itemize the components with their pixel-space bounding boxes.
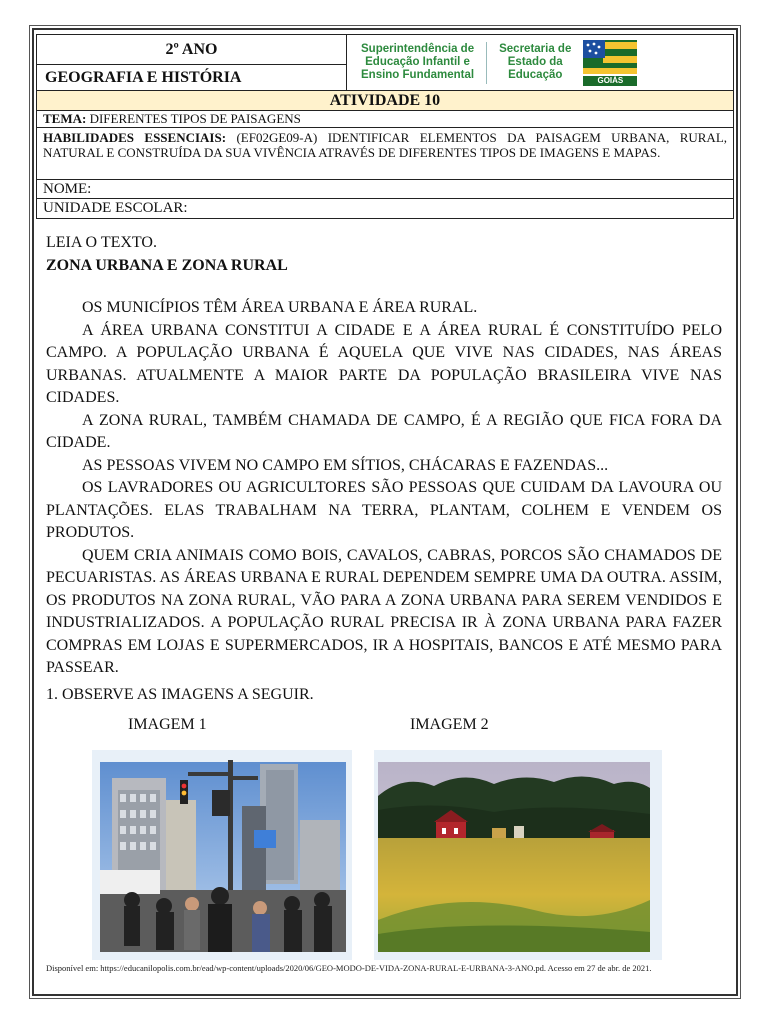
paragraph: AS PESSOAS VIVEM NO CAMPO EM SÍTIOS, CHÁCARAS E FAZENDAS... xyxy=(82,456,609,474)
image-1-urban xyxy=(92,750,352,960)
image-1-label: IMAGEM 1 xyxy=(128,716,207,733)
subject-label: GEOGRAFIA E HISTÓRIA xyxy=(45,68,242,86)
unidade-escolar-field[interactable]: UNIDADE ESCOLAR: xyxy=(43,200,188,216)
reading-text xyxy=(46,232,722,680)
reading-instruction: LEIA O TEXTO. xyxy=(46,234,157,251)
tema-row: TEMA: DIFERENTES TIPOS DE PAISAGENS xyxy=(37,111,733,128)
paragraph: A ZONA RURAL, TAMBÉM CHAMADA DE CAMPO, É A REGIÃO QUE FICA FORA DA CIDADE. xyxy=(46,411,722,451)
paragraph: QUEM CRIA ANIMAIS COMO BOIS, CAVALOS, CABRAS, PORCOS SÃO CHAMADOS DE PECUARISTAS. AS ÁREAS URBANA E RURAL DEPENDEM SEMPRE UMA DA OUTRA. ASSIM, OS PRODUTOS NA ZONA RURAL, VÃO PARA A ZONA URBANA PARA SEREM VENDIDOS E INDUSTRIALIZADOS. A POPULAÇÃO RURAL PRECISA IR À ZONA URBANA PARA FAZER COMPRAS EM LOJAS E SUPERMERCADOS, IR A HOSPITAIS, BANCOS E ATÉ MESMO PARA PASSEAR. xyxy=(46,546,722,676)
activity-title: ATIVIDADE 10 xyxy=(37,91,733,111)
paragraph: A ÁREA URBANA CONSTITUI A CIDADE E A ÁREA RURAL É CONSTITUÍDO PELO CAMPO. A POPULAÇÃO URBANA É AQUELA QUE VIVE NAS CIDADES, NAS ÁREAS URBANAS. ATUALMENTE A MAIOR PARTE DA POPULAÇÃO BRASILEIRA VIVE NAS CIDADES. xyxy=(46,321,722,406)
nome-field[interactable]: NOME: xyxy=(37,180,733,199)
secretaria-logo: Secretaria de Estado da Educação xyxy=(499,43,572,81)
star-icon xyxy=(583,40,605,58)
habilidades-row: HABILIDADES ESSENCIAIS: (EF02GE09-A) IDENTIFICAR ELEMENTOS DA PAISAGEM URBANA, RURAL, NATURAL E CONSTRUÍDA DA SUA VIVÊNCIA ATRAVÉS DE DIFERENTES TIPOS DE IMAGENS E MAPAS. xyxy=(37,128,733,180)
grade-label: 2º ANO xyxy=(37,35,346,65)
header-top-row xyxy=(37,35,733,91)
header-left-cell xyxy=(37,35,347,90)
goias-flag-logo xyxy=(583,40,637,86)
image-2-rural xyxy=(374,750,662,960)
goias-wordmark: GOIÁS xyxy=(583,76,637,86)
header-table xyxy=(36,34,734,219)
text-heading: ZONA URBANA E ZONA RURAL xyxy=(46,256,288,274)
superintendencia-logo: Superintendência de Educação Infantil e Ensino Fundamental xyxy=(361,43,475,81)
logo-divider xyxy=(486,42,487,84)
paragraph: OS LAVRADORES OU AGRICULTORES SÃO PESSOAS QUE CUIDAM DA LAVOURA OU PLANTAÇÕES. ELAS TRABALHAM NA TERRA, PLANTAM, COLHEM E VENDEM OS PRODUTOS. xyxy=(46,479,722,541)
question-1: 1. OBSERVE AS IMAGENS A SEGUIR. xyxy=(46,686,314,703)
image-2-label: IMAGEM 2 xyxy=(410,716,489,733)
image-source-citation: Disponível em: https://educanilopolis.com.br/ead/wp-content/uploads/2020/06/GEO-MODO-DE-VIDA-ZONA-RURAL-E-URBANA-3-ANO.pd. Acesso em 27 de abr. de 2021. xyxy=(46,963,652,973)
paragraph: OS MUNICÍPIOS TÊM ÁREA URBANA E ÁREA RURAL. xyxy=(82,299,478,316)
farm-photo xyxy=(374,750,662,960)
city-photo xyxy=(92,750,352,960)
header-logos xyxy=(347,35,733,90)
